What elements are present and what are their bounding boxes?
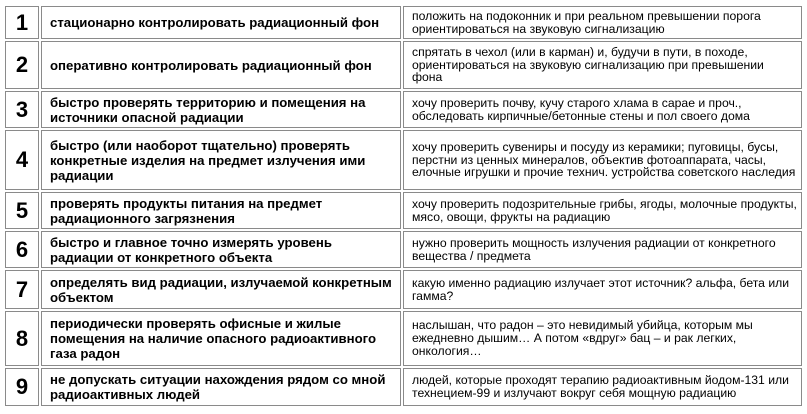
table-row <box>5 231 802 268</box>
row-goal: проверять продукты питания на предмет радиационного загрязнения <box>41 192 401 229</box>
table-row <box>5 41 802 89</box>
row-note: хочу проверить сувениры и посуду из керамики; пуговицы, бусы, перстни из ценных минералов, объектив фотоаппарата, часы, елочные игрушки и прочие технич. устройства советского наследия <box>403 130 802 190</box>
row-number: 5 <box>5 192 39 229</box>
table-row <box>5 130 802 190</box>
row-goal: оперативно контролировать радиационный фон <box>41 41 401 89</box>
purpose-table-body <box>5 6 802 406</box>
row-number: 3 <box>5 91 39 128</box>
table-row <box>5 368 802 406</box>
purpose-table <box>3 4 804 408</box>
row-goal: не допускать ситуации нахождения рядом со мной радиоактивных людей <box>41 368 401 406</box>
row-number: 4 <box>5 130 39 190</box>
row-goal: быстро и главное точно измерять уровень радиации от конкретного объекта <box>41 231 401 268</box>
row-number: 2 <box>5 41 39 89</box>
row-note: положить на подоконник и при реальном превышении порога ориентироваться на звуковую сигнализацию <box>403 6 802 39</box>
row-goal: быстро проверять территорию и помещения на источники опасной радиации <box>41 91 401 128</box>
row-number: 1 <box>5 6 39 39</box>
row-goal: быстро (или наоборот тщательно) проверять конкретные изделия на предмет излучения ими радиации <box>41 130 401 190</box>
row-note: спрятать в чехол (или в карман) и, будучи в пути, в походе, ориентироваться на звуковую сигнализацию при превышении фона <box>403 41 802 89</box>
table-row <box>5 311 802 366</box>
table-row <box>5 192 802 229</box>
row-number: 6 <box>5 231 39 268</box>
row-number: 7 <box>5 270 39 309</box>
row-note: хочу проверить почву, кучу старого хлама в сарае и проч., обследовать кирпичные/бетонные стены и пол своего дома <box>403 91 802 128</box>
row-goal: определять вид радиации, излучаемой конкретным объектом <box>41 270 401 309</box>
row-note: нужно проверить мощность излучения радиации от конкретного вещества / предмета <box>403 231 802 268</box>
row-note: какую именно радиацию излучает этот источник? альфа, бета или гамма? <box>403 270 802 309</box>
table-row <box>5 6 802 39</box>
row-goal: стационарно контролировать радиационный фон <box>41 6 401 39</box>
row-goal: периодически проверять офисные и жилые помещения на наличие опасного радиоактивного газа радон <box>41 311 401 366</box>
row-number: 8 <box>5 311 39 366</box>
row-note: хочу проверить подозрительные грибы, ягоды, молочные продукты, мясо, овощи, фрукты на радиацию <box>403 192 802 229</box>
table-row <box>5 91 802 128</box>
row-number: 9 <box>5 368 39 406</box>
row-note: людей, которые проходят терапию радиоактивным йодом-131 или технецием-99 и излучают вокруг себя мощную радиацию <box>403 368 802 406</box>
row-note: наслышан, что радон – это невидимый убийца, которым мы ежедневно дышим… А потом «вдруг» бац – и рак легких, онкология… <box>403 311 802 366</box>
table-row <box>5 270 802 309</box>
